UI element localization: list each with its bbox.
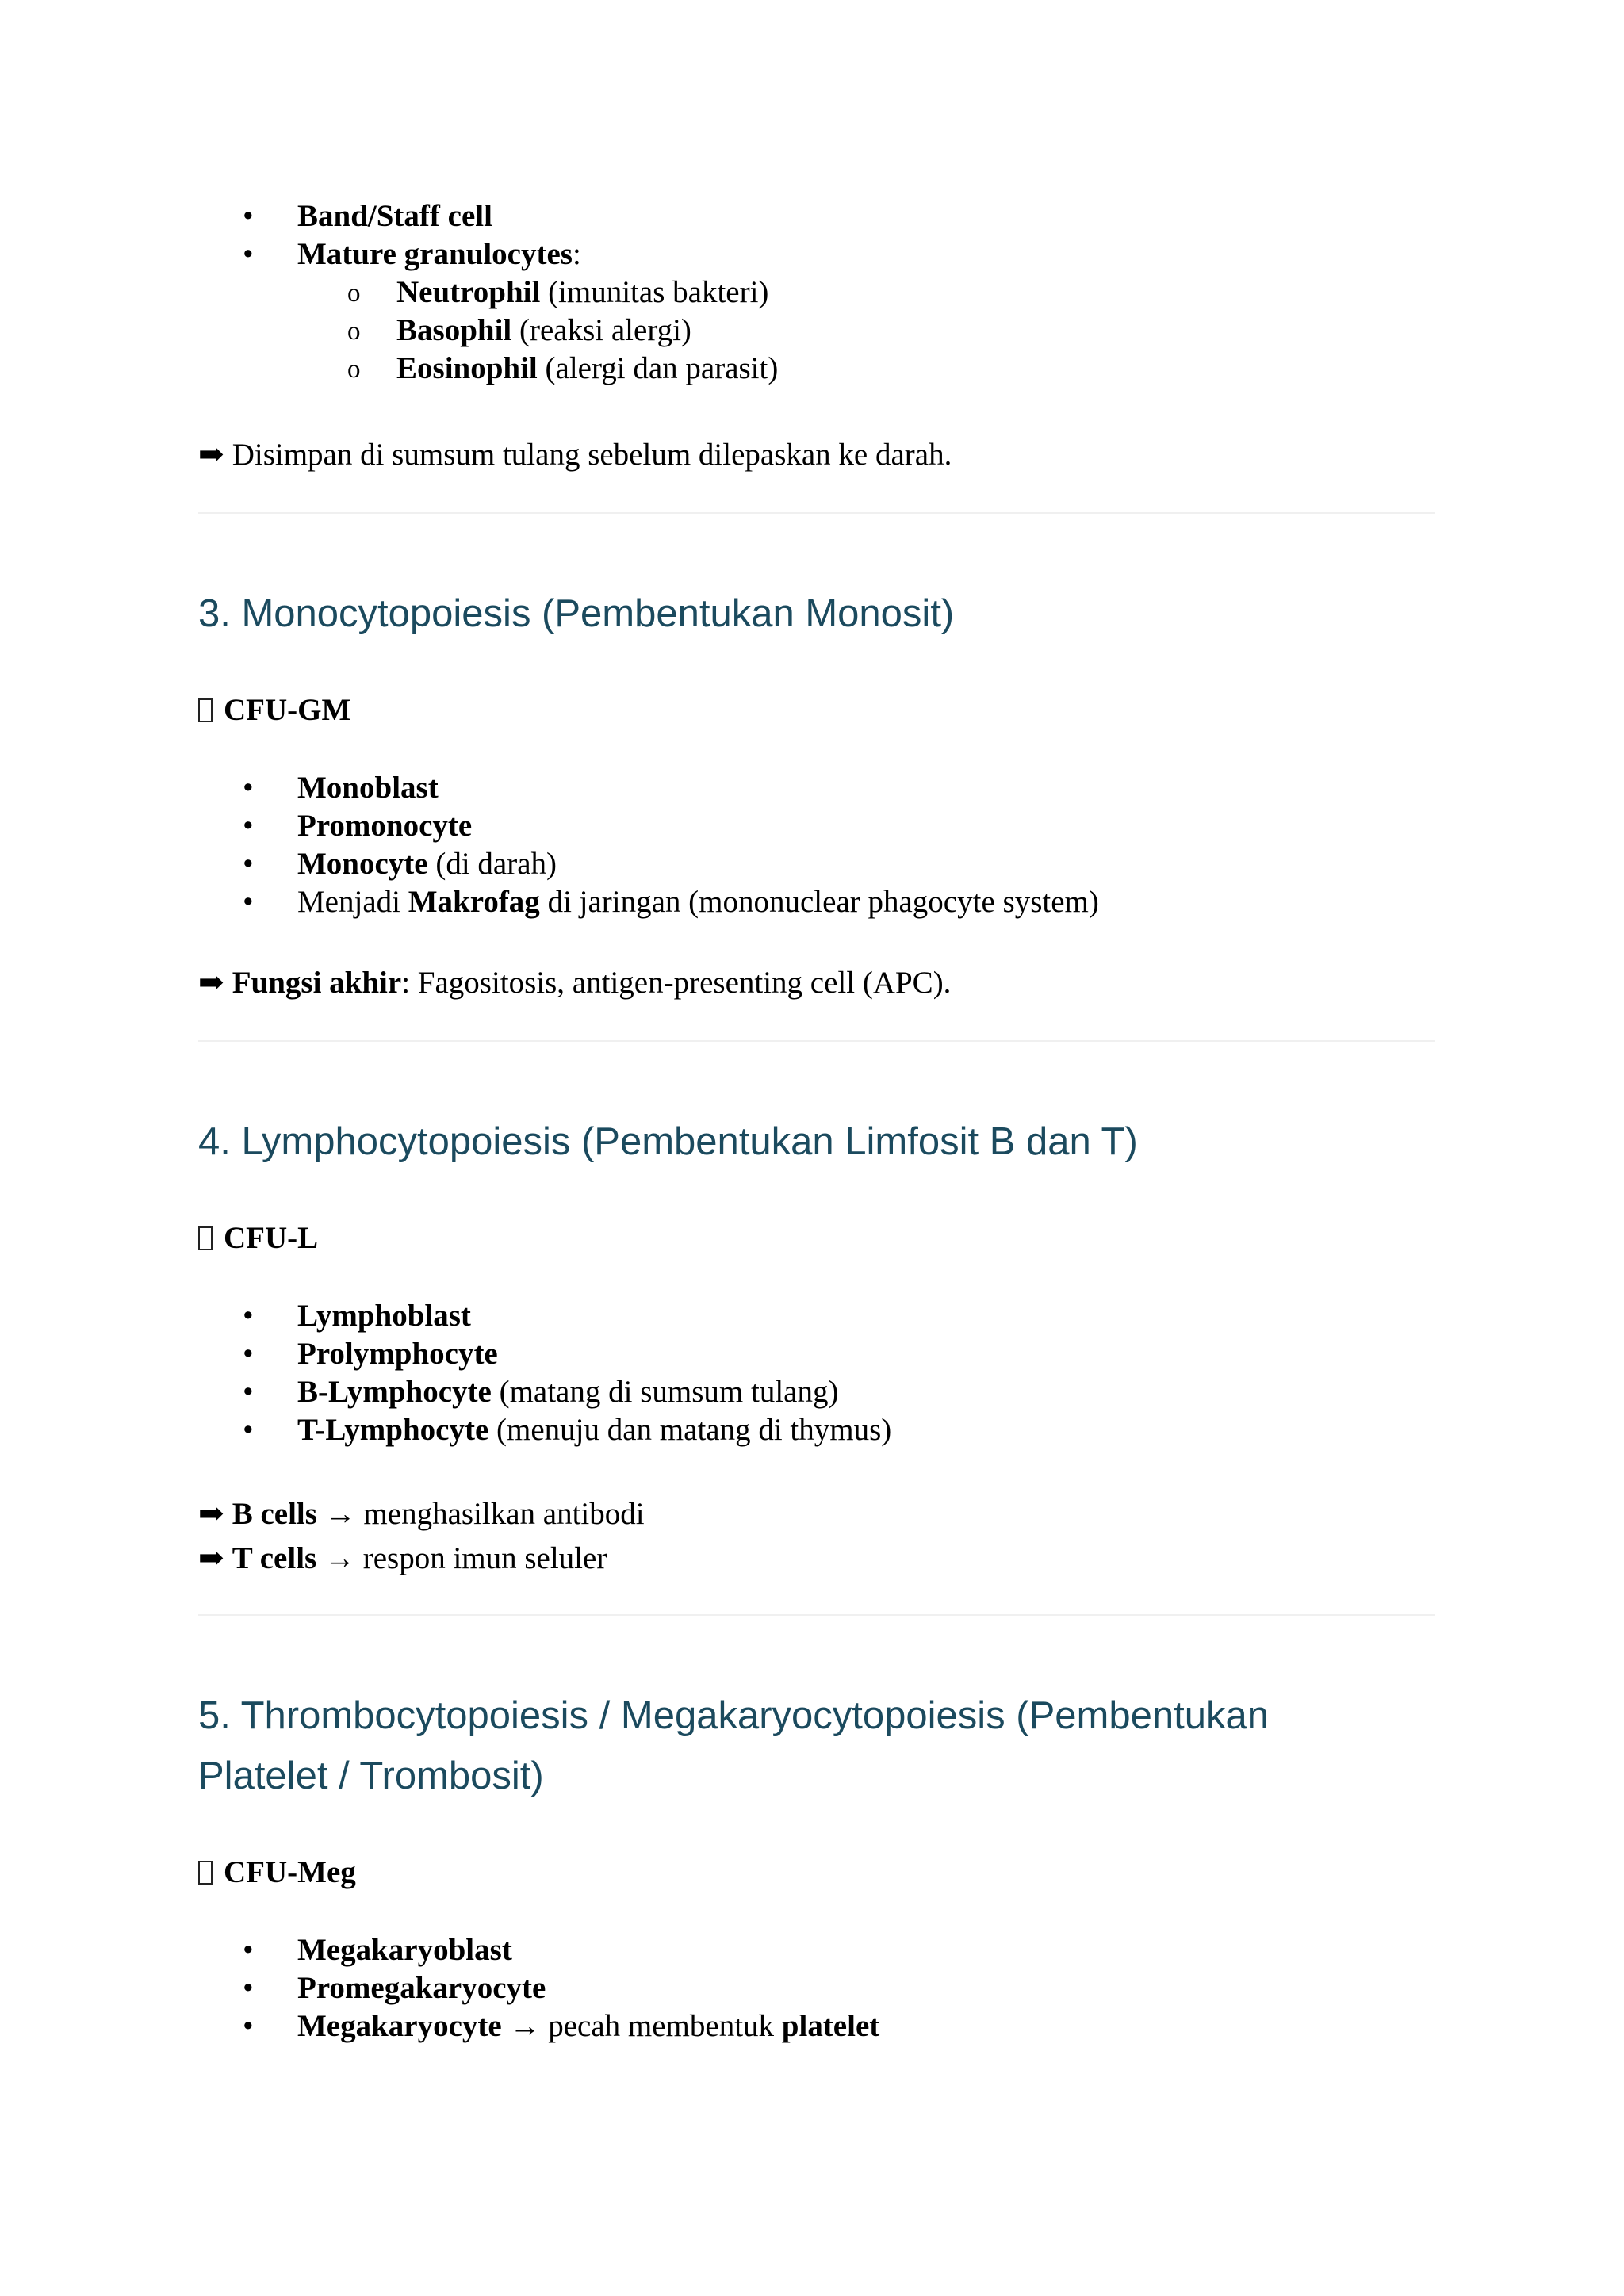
arrow-icon: ➡: [198, 966, 224, 1000]
divider: [198, 1040, 1435, 1042]
section-heading: 4. Lymphocytopoiesis (Pembentukan Limfosit B dan T): [198, 1120, 1138, 1163]
list-item: • Megakaryoblast: [198, 1931, 1435, 1969]
list-item: • Promegakaryocyte: [198, 1969, 1435, 2007]
monocyte-list: [198, 769, 1435, 921]
list-item: • T-Lymphocyte (menuju dan matang di thymus): [198, 1411, 1435, 1449]
missing-glyph-icon: [198, 698, 213, 722]
arrow-icon: ➡: [198, 1541, 224, 1575]
arrow-icon: ➡: [198, 438, 224, 472]
missing-glyph-icon: [198, 1226, 213, 1250]
granulocyte-list: [198, 197, 1435, 388]
lymphocyte-list: [198, 1297, 1435, 1449]
list-item: • Lymphoblast: [198, 1297, 1435, 1335]
list-item: • Promonocyte: [198, 807, 1435, 845]
cfu-label: CFU-GM: [198, 691, 1435, 729]
sub-list-item: o Neutrophil (imunitas bakteri): [198, 274, 1435, 312]
thrombocyte-list: [198, 1931, 1435, 2045]
divider: [198, 1614, 1435, 1616]
note-line: ➡ T cells → respon imun seluler: [198, 1536, 1435, 1581]
arrow-icon: ➡: [198, 1497, 224, 1531]
cfu-label: CFU-Meg: [198, 1854, 1435, 1892]
cfu-label: CFU-L: [198, 1219, 1435, 1257]
list-item: • Monocyte (di darah): [198, 845, 1435, 883]
list-item: • Menjadi Makrofag di jaringan (mononuclear phagocyte system): [198, 883, 1435, 921]
lymphocyte-notes: [198, 1492, 1435, 1581]
granulocyte-sublist: [198, 274, 1435, 388]
note-line: ➡ B cells → menghasilkan antibodi: [198, 1492, 1435, 1536]
list-item: • Mature granulocytes: o Neutrophil (imunitas bakteri) o Basophil (reaksi alergi) o Eosinophil (alergi dan parasit): [198, 235, 1435, 388]
list-item: • Band/Staff cell: [198, 197, 1435, 235]
missing-glyph-icon: [198, 1861, 213, 1885]
list-item: • Monoblast: [198, 769, 1435, 807]
list-item: • Megakaryocyte → pecah membentuk platelet: [198, 2007, 1435, 2045]
list-item: • B-Lymphocyte (matang di sumsum tulang): [198, 1373, 1435, 1411]
divider: [198, 512, 1435, 514]
section-heading: 3. Monocytopoiesis (Pembentukan Monosit): [198, 592, 955, 635]
sub-list-item: o Basophil (reaksi alergi): [198, 312, 1435, 350]
granulocyte-note: ➡ Disimpan di sumsum tulang sebelum dilepaskan ke darah.: [198, 436, 1435, 474]
sub-list-item: o Eosinophil (alergi dan parasit): [198, 350, 1435, 388]
list-item: • Prolymphocyte: [198, 1335, 1435, 1373]
monocyte-note: ➡ Fungsi akhir: Fagositosis, antigen-presenting cell (APC).: [198, 964, 1435, 1002]
section-heading: 5. Thrombocytopoiesis / Megakaryocytopoiesis (Pembentukan Platelet / Trombosit): [198, 1694, 1269, 1797]
